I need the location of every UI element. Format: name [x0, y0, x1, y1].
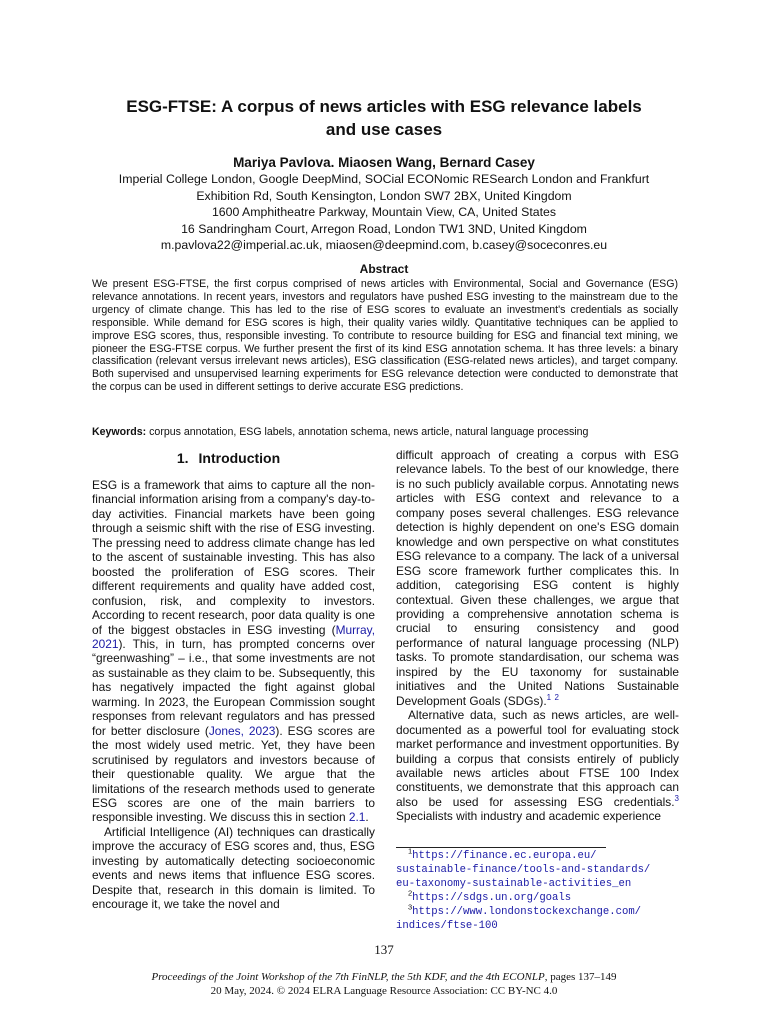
paragraph-text: ). This, in turn, has prompted concerns over “greenwashing” – i.e., that some investments are not as sustainable as they claim to be. Subsequently, this has negatively impacted the fight against global warming. In 2023, the European Commission sought responses from relevant regulators and has pressed for better disclosure ( — [92, 636, 375, 738]
intro-paragraph-3 — [396, 448, 679, 708]
citation-murray-2021[interactable]: Murray, 2021 — [92, 622, 375, 651]
abstract-text: We present ESG-FTSE, the first corpus comprised of news articles with Environmental, Social and Governance (ESG) relevance annotations. In recent years, investors and regulators have pushed ESG investing to the mainstream due to the urgency of climate change. This has led to the rise of ESG scores to evaluate an investment's credentials as socially responsible. While demand for ESG scores is high, their quality varies wildly. Quantitative techniques can be applied to improve ESG scores, thus, responsible investing. To contribute to resource building for ESG and financial text mining, we pioneer the ESG-FTSE corpus. We further present the first of its kind ESG annotation schema. It has three levels: a binary classification (relevant versus irrelevant news articles), ESG classification (ESG-related news articles), and target company. Both supervised and unsupervised learning experiments for ESG relevance detection were conducted to demonstrate that the corpus can be used in different settings to derive accurate ESG predictions. — [92, 278, 678, 394]
footer-pages: , pages 137–149 — [544, 971, 617, 983]
section-number: 1. — [176, 450, 189, 466]
footer-venue: Proceedings of the Joint Workshop of the 7th FinNLP, the 5th KDF, and the 4th ECONLP — [151, 971, 545, 983]
footnote-link[interactable]: https://finance.ec.europa.eu/ — [412, 850, 597, 862]
footnote-3-line-1 — [396, 902, 696, 920]
intro-paragraph-1 — [92, 478, 375, 825]
intro-paragraph-4 — [396, 708, 679, 824]
paper-title-line-1: ESG-FTSE: A corpus of news articles with ESG relevance labels — [126, 97, 642, 116]
paragraph-text: . — [365, 810, 369, 825]
abstract-heading: Abstract — [359, 262, 409, 276]
paragraph-text: difficult approach of creating a corpus with ESG relevance labels. To the best of our knowledge, there is no such publicly available corpus. Annotating news articles with ESG context and relevance to a company poses several challenges. ESG relevance detection is highly dependent on one's ESG domain knowledge and own perspective on what constitutes ESG relevance to a company. The lack of a universal ESG score framework further complicates this. In addition, categorising ESG content is highly contextual. Given these challenges, we argue that providing a comprehensive annotation schema is crucial to ensuring consistency and good performance of natural language processing (NLP) tasks. To promote standardisation, our schema was inspired by the EU taxonomy for sustainable initiatives and the United Nations Sustainable Development Goals (SDGs). — [396, 448, 679, 708]
paper-title — [60, 95, 708, 141]
proceedings-footer — [0, 970, 768, 998]
paragraph-text: Specialists with industry and academic experience — [396, 809, 662, 824]
affiliation-line: Imperial College London, Google DeepMind, SOCial ECONomic RESearch London and Frankfurt — [118, 172, 650, 186]
footnote-divider — [396, 847, 606, 848]
footnote-mark: 2 — [408, 888, 413, 898]
footnote-link[interactable]: https://www.londonstockexchange.com/ — [412, 905, 642, 918]
keywords-label: Keywords: — [92, 426, 147, 438]
footnote-1-line-1 — [396, 846, 696, 864]
page-number: 137 — [374, 942, 394, 957]
footnotes — [396, 846, 696, 933]
footer-line-1 — [0, 970, 768, 984]
footnote-link[interactable]: eu-taxonomy-sustainable-activities_en — [396, 877, 632, 890]
footnote-2 — [396, 888, 696, 906]
footnote-1-line-2 — [396, 864, 696, 878]
left-column — [92, 478, 375, 912]
footnote-1-line-3 — [396, 878, 696, 892]
footnote-mark: 1 — [408, 846, 413, 856]
section-heading-introduction — [92, 450, 375, 466]
affiliation-line: 16 Sandringham Court, Arregon Road, London TW1 3ND, United Kingdom — [181, 221, 587, 236]
footnote-ref-1[interactable]: 1 — [546, 692, 552, 702]
paragraph-text: ESG is a framework that aims to capture all the non-financial information arising from a company's day-to-day activities. Financial markets have been going through a seismic shift with the rise of ESG investing. The pressing need to address climate change has led to the ascent of sustainable investing. This has also boosted the proliferation of ESG scores. Their different requirements and quality have added cost, confusion, risk, and complexity to investors. According to recent research, poor data quality is one of the biggest obstacles in ESG investing ( — [92, 478, 375, 637]
footnote-ref-3[interactable]: 3 — [674, 793, 679, 803]
footnote-link[interactable]: https://sdgs.un.org/goals — [412, 891, 572, 904]
keywords-line — [92, 426, 712, 439]
author-emails: m.pavlova22@imperial.ac.uk, miaosen@deepmind.com, b.casey@soceconres.eu — [160, 238, 608, 252]
intro-paragraph-2: Artificial Intelligence (AI) techniques can drastically improve the accuracy of ESG scores and, thus, ESG investing by automatically detecting socioeconomic events and news items that influence ESG scores. Despite that, research in this domain is limited. To encourage it, we take the novel and — [92, 824, 375, 912]
footer-line-2: 20 May, 2024. © 2024 ELRA Language Resource Association: CC BY-NC 4.0 — [210, 985, 558, 997]
affiliations — [60, 171, 708, 254]
keywords-text: corpus annotation, ESG labels, annotation schema, news article, natural language processing — [149, 426, 589, 438]
footnote-mark: 3 — [408, 902, 413, 912]
footnote-link[interactable]: sustainable-finance/tools-and-standards/ — [396, 863, 651, 876]
section-ref-2-1[interactable]: 2.1 — [348, 810, 366, 825]
paragraph-text: Alternative data, such as news articles, are well-documented as a powerful tool for evaluating stock market performance and investment opportunities. By building a corpus that consists entirely of publicly available news articles about FTSE 100 Index constituents, we demonstrate that this approach can also be used for assessing ESG credentials. — [396, 708, 679, 809]
author-list: Mariya Pavlova. Miaosen Wang, Bernard Casey — [233, 155, 535, 170]
paper-title-line-2: and use cases — [325, 120, 443, 139]
right-column — [396, 448, 679, 824]
paragraph-text: ). ESG scores are the most widely used metric. Yet, they have been scrutinised by regulators and investors because of their questionable quality. We argue that the limitations of the research methods used to generate ESG scores are one of the main barriers to responsible investing. We discuss this in section — [92, 723, 376, 825]
citation-jones-2023[interactable]: Jones, 2023 — [208, 723, 276, 738]
affiliation-line: 1600 Amphitheatre Parkway, Mountain View, CA, United States — [211, 205, 557, 219]
footnote-ref-2[interactable]: 2 — [554, 692, 559, 702]
section-title: Introduction — [198, 450, 281, 466]
affiliation-line: Exhibition Rd, South Kensington, London SW7 2BX, United Kingdom — [196, 188, 572, 203]
footnote-3-line-2 — [396, 920, 696, 934]
footnote-link[interactable]: indices/ftse-100 — [396, 919, 498, 932]
